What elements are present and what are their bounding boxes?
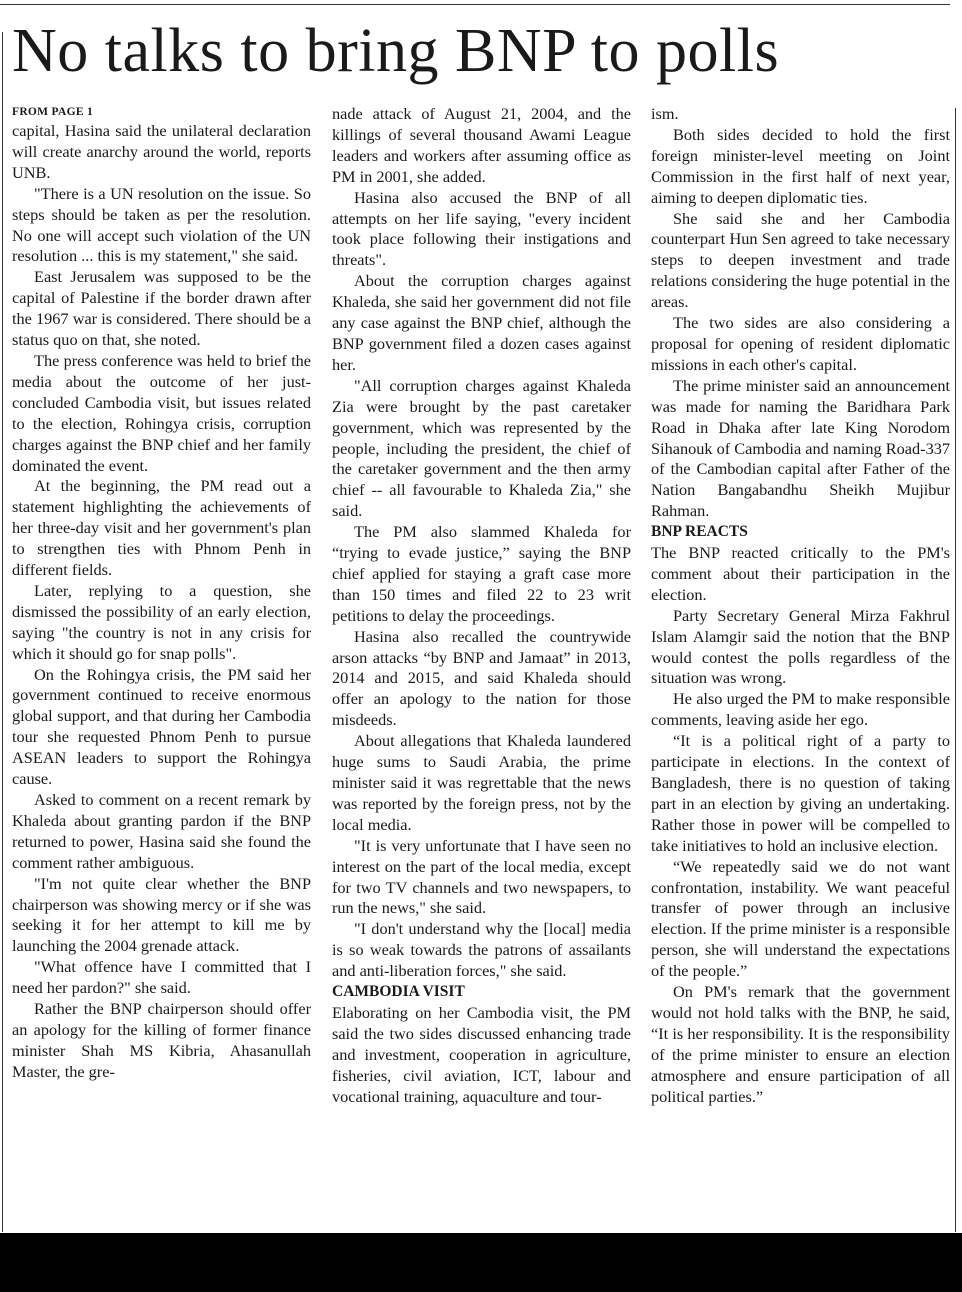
subhead-cambodia-visit: CAMBODIA VISIT xyxy=(332,983,465,1001)
paragraph: nade attack of August 21, 2004, and the killings of several thousand Awami League leaders and workers after assuming office as PM in 2001, she added. xyxy=(332,104,631,186)
paragraph: "It is very unfortunate that I have seen no interest on the part of the local media, except for two TV channels and two newspapers, to run the news," she said. xyxy=(332,835,631,918)
paragraph: capital, Hasina said the unilateral declaration will create anarchy around the world, reports UNB. xyxy=(12,121,311,182)
paragraph: At the beginning, the PM read out a statement highlighting the achievements of her three-day visit and her government's plan to strengthen ties with Phnom Penh in different fields. xyxy=(12,476,311,580)
top-rule xyxy=(0,4,950,5)
paragraph: East Jerusalem was supposed to be the capital of Palestine if the border drawn after the 1967 war is considered. There should be a status quo on that, she noted. xyxy=(12,267,311,350)
right-column-rule xyxy=(955,108,956,1232)
paragraph: About allegations that Khaleda laundered huge sums to Saudi Arabia, the prime minister said it was regrettable that the news was reported by the foreign press, not by the local media. xyxy=(332,731,631,834)
subhead-bnp-reacts: BNP REACTS xyxy=(651,523,748,541)
paragraph: ism. xyxy=(651,104,679,123)
paragraph: Asked to comment on a recent remark by Khaleda about granting pardon if the BNP returned to power, Hasina said she found the comment rather ambiguous. xyxy=(12,790,311,872)
paragraph: Party Secretary General Mirza Fakhrul Islam Alamgir said the notion that the BNP would contest the polls regardless of the situation was wrong. xyxy=(651,605,950,688)
paragraph: Both sides decided to hold the first foreign minister-level meeting on Joint Commission in the first half of next year, aiming to deepen diplomatic ties. xyxy=(651,124,950,207)
paragraph: About the corruption charges against Khaleda, she said her government did not file any case against the BNP chief, although the BNP government filed a dozen cases against her. xyxy=(332,271,631,374)
paragraph: She said she and her Cambodia counterpart Hun Sen agreed to take necessary steps to deepen investment and trade relations considering the huge potential in the areas. xyxy=(651,208,950,312)
headline: No talks to bring BNP to polls xyxy=(12,17,780,85)
paragraph: The press conference was held to brief the media about the outcome of her just-concluded Cambodia visit, but issues related to the election, Rohingya crisis, corruption charges against the BNP chief and her family dominated the event. xyxy=(12,350,311,475)
paragraph: "I'm not quite clear whether the BNP chairperson was showing mercy or if she was seeking it for her attempt to kill me by launching the 2004 grenade attack. xyxy=(12,873,311,956)
paragraph: The BNP reacted critically to the PM's comment about their participation in the election. xyxy=(651,543,950,604)
paragraph: "All corruption charges against Khaleda Zia were brought by the past caretaker government, which was represented by the people, including the president, the chief of the caretaker government and the then army chief -- all favourable to Khaleda Zia," she said. xyxy=(332,375,631,521)
kicker: FROM PAGE 1 xyxy=(12,106,94,118)
paragraph: “It is a political right of a party to participate in elections. In the context of Bangladesh, there is no question of taking part in an election by giving an undertaking. Rather those in power will be compelled to take initiatives to hold an inclusive election. xyxy=(651,731,950,855)
paragraph: Hasina also accused the BNP of all attempts on her life saying, "every incident took place following their instigations and threats". xyxy=(332,187,631,270)
paragraph: Rather the BNP chairperson should offer an apology for the killing of former finance minister Shah MS Kibria, Ahasanullah Master, the gre- xyxy=(12,999,311,1081)
paragraph: "There is a UN resolution on the issue. So steps should be taken as per the resolution. No one will accept such violation of the UN resolution ... this is my statement," she said. xyxy=(12,183,311,266)
bottom-black-bar xyxy=(0,1233,962,1292)
paragraph: “We repeatedly said we do not want confrontation, instability. We want peaceful transfer of power through an inclusive election. If the prime minister is a responsible person, she will understand the expectations of the people.” xyxy=(651,856,950,981)
paragraph: Elaborating on her Cambodia visit, the PM said the two sides discussed enhancing trade and investment, cooperation in agriculture, fisheries, civil aviation, ICT, labour and vocational training, aquaculture and tour- xyxy=(332,1002,631,1106)
paragraph: The prime minister said an announcement was made for naming the Baridhara Park Road in Dhaka after late King Norodom Sihanouk of Cambodia and naming Road-337 of the Cambodian capital after Father of the Nation Bangabandhu Sheikh Mujibur Rahman. xyxy=(651,375,950,521)
paragraph: On PM's remark that the government would not hold talks with the BNP, he said, “It is her responsibility. It is the responsibility of the prime minister to ensure an election atmosphere and ensure participation of all political parties.” xyxy=(651,982,950,1106)
paragraph: He also urged the PM to make responsible comments, leaving aside her ego. xyxy=(651,689,950,730)
paragraph: "What offence have I committed that I need her pardon?" she said. xyxy=(12,957,311,998)
paragraph: "I don't understand why the [local] media is so weak towards the patrons of assailants and anti-liberation forces," she said. xyxy=(332,919,631,981)
article-column-1 xyxy=(12,104,311,1232)
paragraph: On the Rohingya crisis, the PM said her government continued to receive enormous global support, and that during her Cambodia tour she requested Phnom Penh to pursue ASEAN leaders to support the Rohingya cause. xyxy=(12,664,311,789)
paragraph: The two sides are also considering a proposal for opening of resident diplomatic missions in each other's capital. xyxy=(651,313,950,374)
paragraph: Hasina also recalled the countrywide arson attacks “by BNP and Jamaat” in 2013, 2014 and 2015, and said Khaleda should offer an apology to the nation for those misdeeds. xyxy=(332,626,631,730)
article-column-2 xyxy=(332,104,631,1232)
left-column-rule xyxy=(2,32,3,1232)
paragraph: Later, replying to a question, she dismissed the possibility of an early election, saying "the country is not in any crisis for which it should go for snap polls". xyxy=(12,580,311,663)
paragraph: The PM also slammed Khaleda for “trying to evade justice,” saying the BNP chief applied for staying a graft case more than 150 times and filed 22 to 23 writ petitions to delay the proceedings. xyxy=(332,522,631,625)
article-column-3 xyxy=(651,104,950,1232)
